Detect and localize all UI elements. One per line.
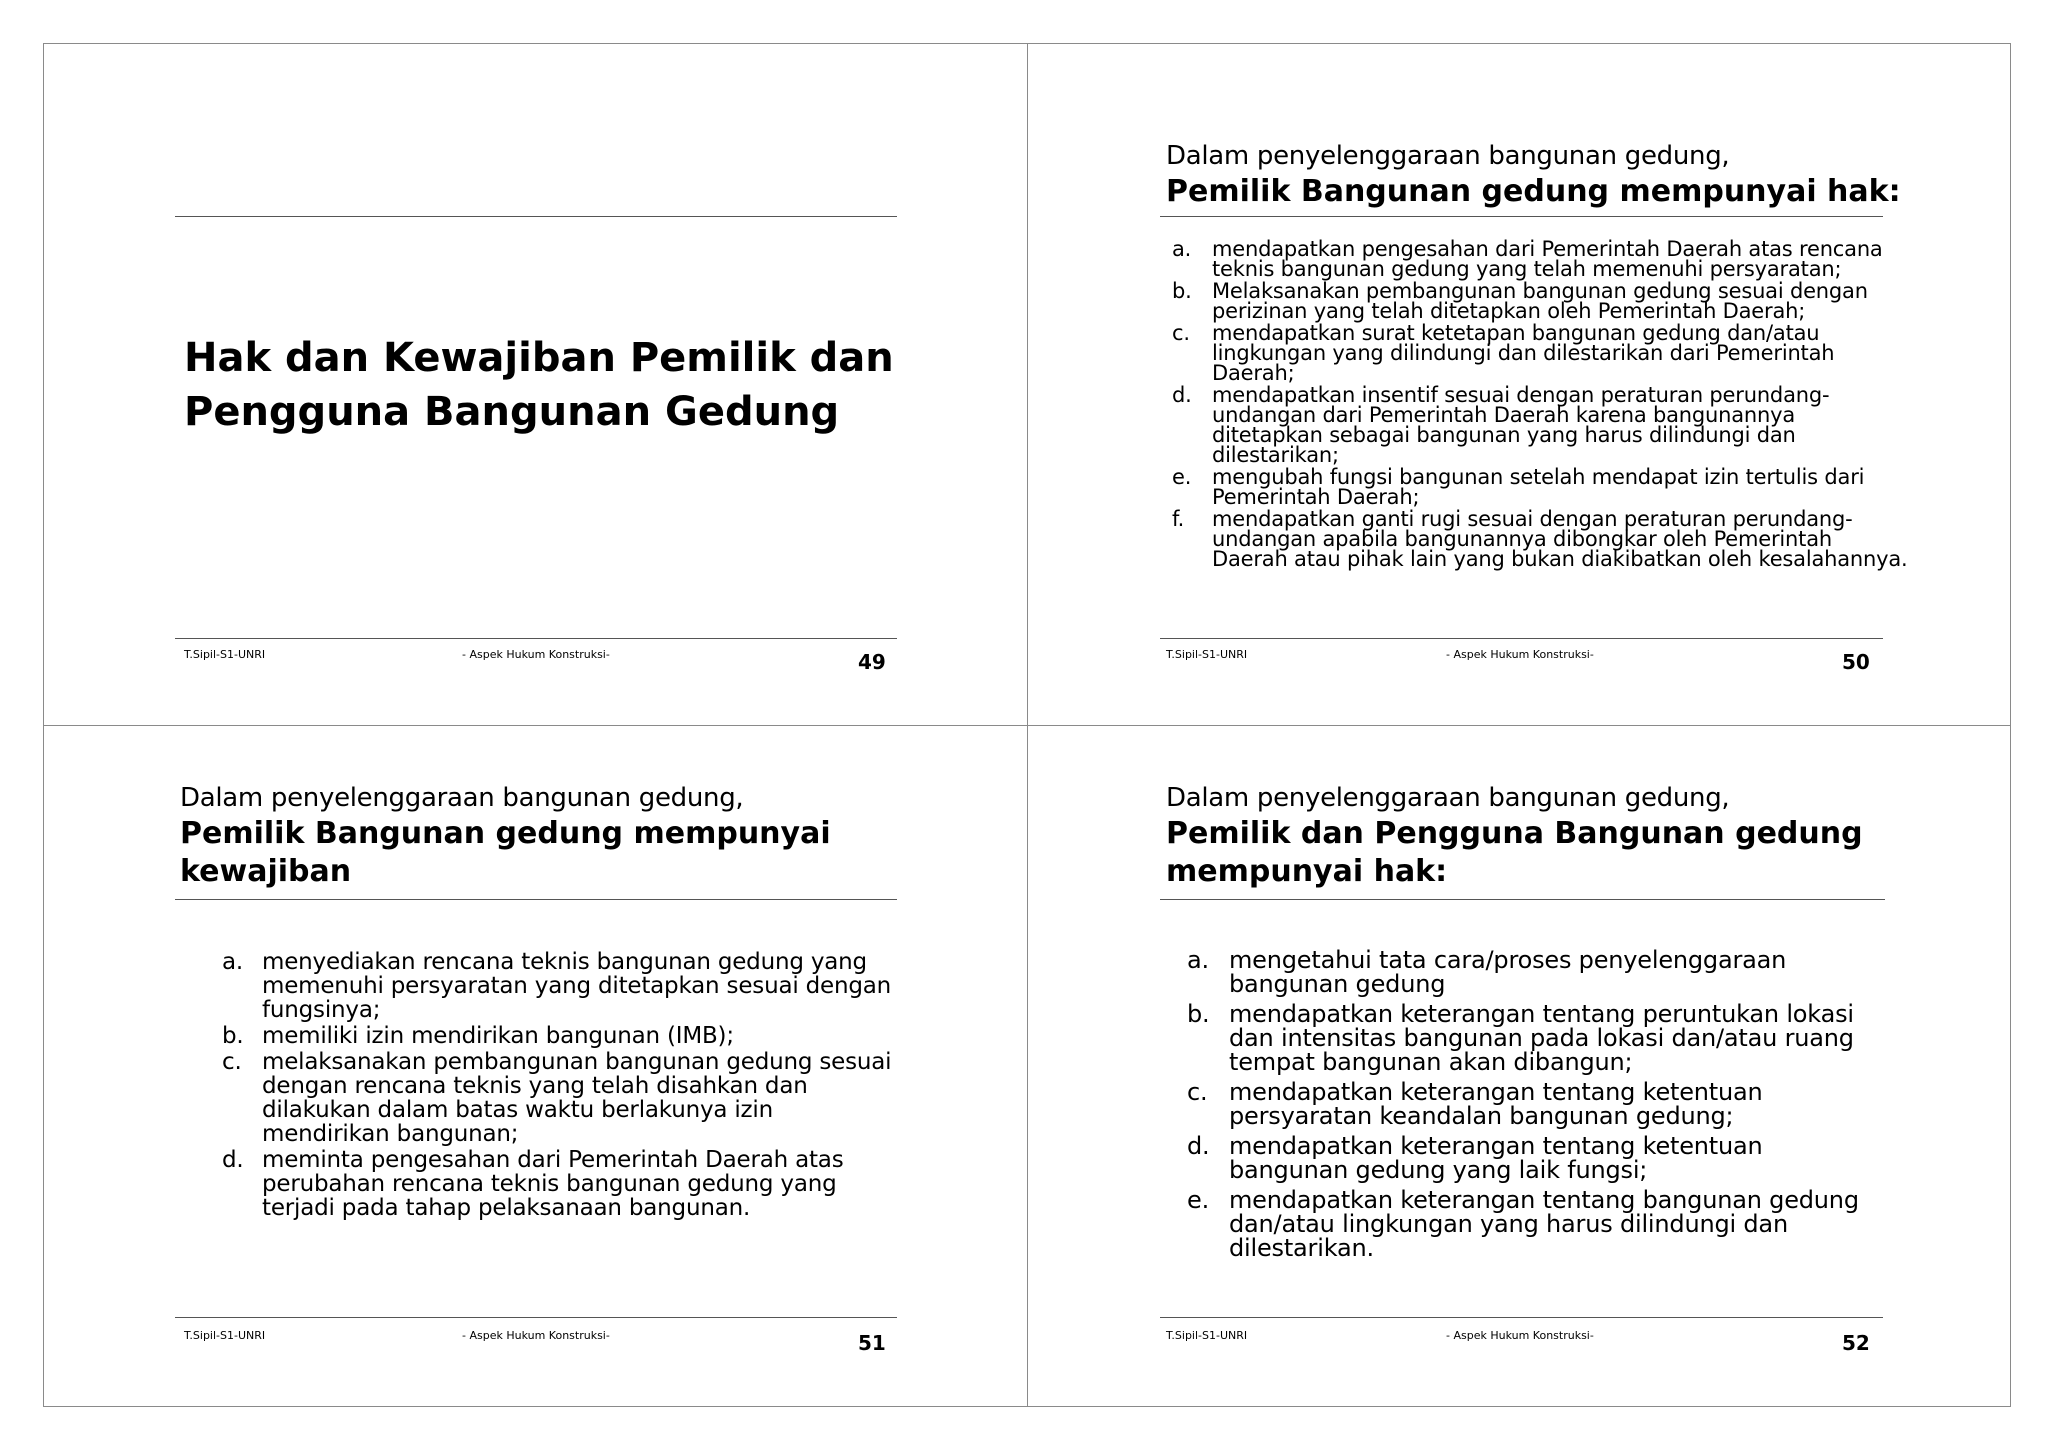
item-marker: c. bbox=[1187, 1078, 1208, 1106]
item-marker: c. bbox=[222, 1049, 242, 1075]
page-number: 52 bbox=[1842, 1331, 1870, 1355]
obligations-list bbox=[222, 950, 892, 1222]
item-text: meminta pengesahan dari Pemerintah Daerah atas perubahan rencana teknis bangunan gedung yang terjadi pada tahap pelaksanaan bangunan. bbox=[262, 1147, 844, 1221]
heading-rule bbox=[1160, 899, 1885, 900]
rights-list bbox=[1187, 948, 1887, 1266]
footer-center: - Aspek Hukum Konstruksi- bbox=[1446, 648, 1594, 661]
list-item bbox=[1187, 948, 1887, 996]
slide-heading bbox=[180, 815, 831, 891]
slide-heading-line-2: kewajiban bbox=[180, 854, 352, 889]
list-item bbox=[1172, 509, 1912, 569]
slide-title-line-2: Pengguna Bangunan Gedung bbox=[184, 389, 840, 435]
item-text: memiliki izin mendirikan bangunan (IMB); bbox=[262, 1023, 734, 1049]
list-item bbox=[222, 1050, 892, 1146]
page-number: 51 bbox=[858, 1331, 886, 1355]
heading-rule bbox=[1160, 216, 1883, 217]
footer-left: T.Sipil-S1-UNRI bbox=[184, 1329, 266, 1342]
item-text: Melaksanakan pembangunan bangunan gedung sesuai dengan perizinan yang telah ditetapkan oleh Pemerintah Daerah; bbox=[1212, 279, 1868, 323]
item-marker: a. bbox=[222, 949, 244, 975]
item-text: mendapatkan keterangan tentang ketentuan bangunan gedung yang laik fungsi; bbox=[1229, 1132, 1763, 1184]
footer-rule bbox=[175, 1317, 897, 1318]
footer-rule bbox=[1160, 1317, 1883, 1318]
item-text: mendapatkan insentif sesuai dengan peraturan perundang-undangan dari Pemerintah Daerah karena bangunannya ditetapkan sebagai bangunan yang harus dilindungi dan dilestarikan; bbox=[1212, 383, 1830, 467]
list-item bbox=[1187, 1188, 1887, 1260]
item-text: mendapatkan pengesahan dari Pemerintah Daerah atas rencana teknis bangunan gedung yang telah memenuhi persyaratan; bbox=[1212, 237, 1883, 281]
item-marker: d. bbox=[1172, 383, 1192, 407]
slide-heading-line-1: Pemilik dan Pengguna Bangunan gedung bbox=[1166, 816, 1863, 851]
item-marker: e. bbox=[1187, 1186, 1209, 1214]
list-item bbox=[1172, 385, 1912, 465]
slide-title-line-1: Hak dan Kewajiban Pemilik dan bbox=[184, 335, 894, 381]
footer-left: T.Sipil-S1-UNRI bbox=[1166, 1329, 1248, 1342]
title-rule bbox=[175, 216, 897, 217]
rights-list bbox=[1172, 239, 1912, 571]
slide-title bbox=[184, 331, 894, 439]
item-text: mengetahui tata cara/proses penyelenggaraan bangunan gedung bbox=[1229, 946, 1787, 998]
item-marker: a. bbox=[1187, 946, 1209, 974]
item-marker: b. bbox=[1187, 1000, 1210, 1028]
footer-center: - Aspek Hukum Konstruksi- bbox=[1446, 1329, 1594, 1342]
slide-intro: Dalam penyelenggaraan bangunan gedung, bbox=[180, 783, 744, 813]
footer-left: T.Sipil-S1-UNRI bbox=[1166, 648, 1248, 661]
list-item bbox=[1172, 467, 1912, 507]
footer-center: - Aspek Hukum Konstruksi- bbox=[462, 648, 610, 661]
slide-heading-line-1: Pemilik Bangunan gedung mempunyai bbox=[180, 816, 831, 851]
item-marker: e. bbox=[1172, 465, 1192, 489]
item-marker: c. bbox=[1172, 321, 1190, 345]
item-text: menyediakan rencana teknis bangunan gedung yang memenuhi persyaratan yang ditetapkan sesuai dengan fungsinya; bbox=[262, 949, 892, 1023]
item-marker: a. bbox=[1172, 237, 1192, 261]
list-item bbox=[1172, 323, 1912, 383]
list-item bbox=[1187, 1002, 1887, 1074]
slide-heading: Pemilik Bangunan gedung mempunyai hak: bbox=[1166, 174, 1901, 209]
item-text: melaksanakan pembangunan bangunan gedung sesuai dengan rencana teknis yang telah disahkan dan dilakukan dalam batas waktu berlakunya izin mendirikan bangunan; bbox=[262, 1049, 892, 1147]
list-item bbox=[222, 1148, 892, 1220]
item-text: mendapatkan surat ketetapan bangunan gedung dan/atau lingkungan yang dilindungi dan dilestarikan dari Pemerintah Daerah; bbox=[1212, 321, 1835, 385]
list-item bbox=[222, 1024, 892, 1048]
slide-heading-line-2: mempunyai hak: bbox=[1166, 854, 1448, 889]
footer-center: - Aspek Hukum Konstruksi- bbox=[462, 1329, 610, 1342]
item-marker: d. bbox=[222, 1147, 244, 1173]
heading-rule bbox=[175, 899, 897, 900]
list-item bbox=[1187, 1080, 1887, 1128]
list-item bbox=[1172, 281, 1912, 321]
item-text: mendapatkan keterangan tentang ketentuan persyaratan keandalan bangunan gedung; bbox=[1229, 1078, 1763, 1130]
item-marker: d. bbox=[1187, 1132, 1210, 1160]
page-number: 49 bbox=[858, 650, 886, 674]
list-item bbox=[1172, 239, 1912, 279]
item-text: mendapatkan keterangan tentang bangunan gedung dan/atau lingkungan yang harus dilindungi dan dilestarikan. bbox=[1229, 1186, 1859, 1262]
item-marker: b. bbox=[1172, 279, 1192, 303]
item-text: mengubah fungsi bangunan setelah mendapat izin tertulis dari Pemerintah Daerah; bbox=[1212, 465, 1865, 509]
item-text: mendapatkan keterangan tentang peruntukan lokasi dan intensitas bangunan pada lokasi dan/atau ruang tempat bangunan akan dibangun; bbox=[1229, 1000, 1854, 1076]
item-marker: f. bbox=[1172, 507, 1185, 531]
page-number: 50 bbox=[1842, 650, 1870, 674]
horizontal-divider bbox=[44, 725, 2010, 726]
footer-rule bbox=[175, 638, 897, 639]
slide-intro: Dalam penyelenggaraan bangunan gedung, bbox=[1166, 141, 1730, 171]
list-item bbox=[222, 950, 892, 1022]
item-marker: b. bbox=[222, 1023, 244, 1049]
slide-heading bbox=[1166, 815, 1863, 891]
slide-intro: Dalam penyelenggaraan bangunan gedung, bbox=[1166, 783, 1730, 813]
footer-left: T.Sipil-S1-UNRI bbox=[184, 648, 266, 661]
item-text: mendapatkan ganti rugi sesuai dengan peraturan perundang-undangan apabila bangunannya dibongkar oleh Pemerintah Daerah atau pihak lain yang bukan diakibatkan oleh kesalahannya. bbox=[1212, 507, 1908, 571]
list-item bbox=[1187, 1134, 1887, 1182]
footer-rule bbox=[1160, 638, 1883, 639]
